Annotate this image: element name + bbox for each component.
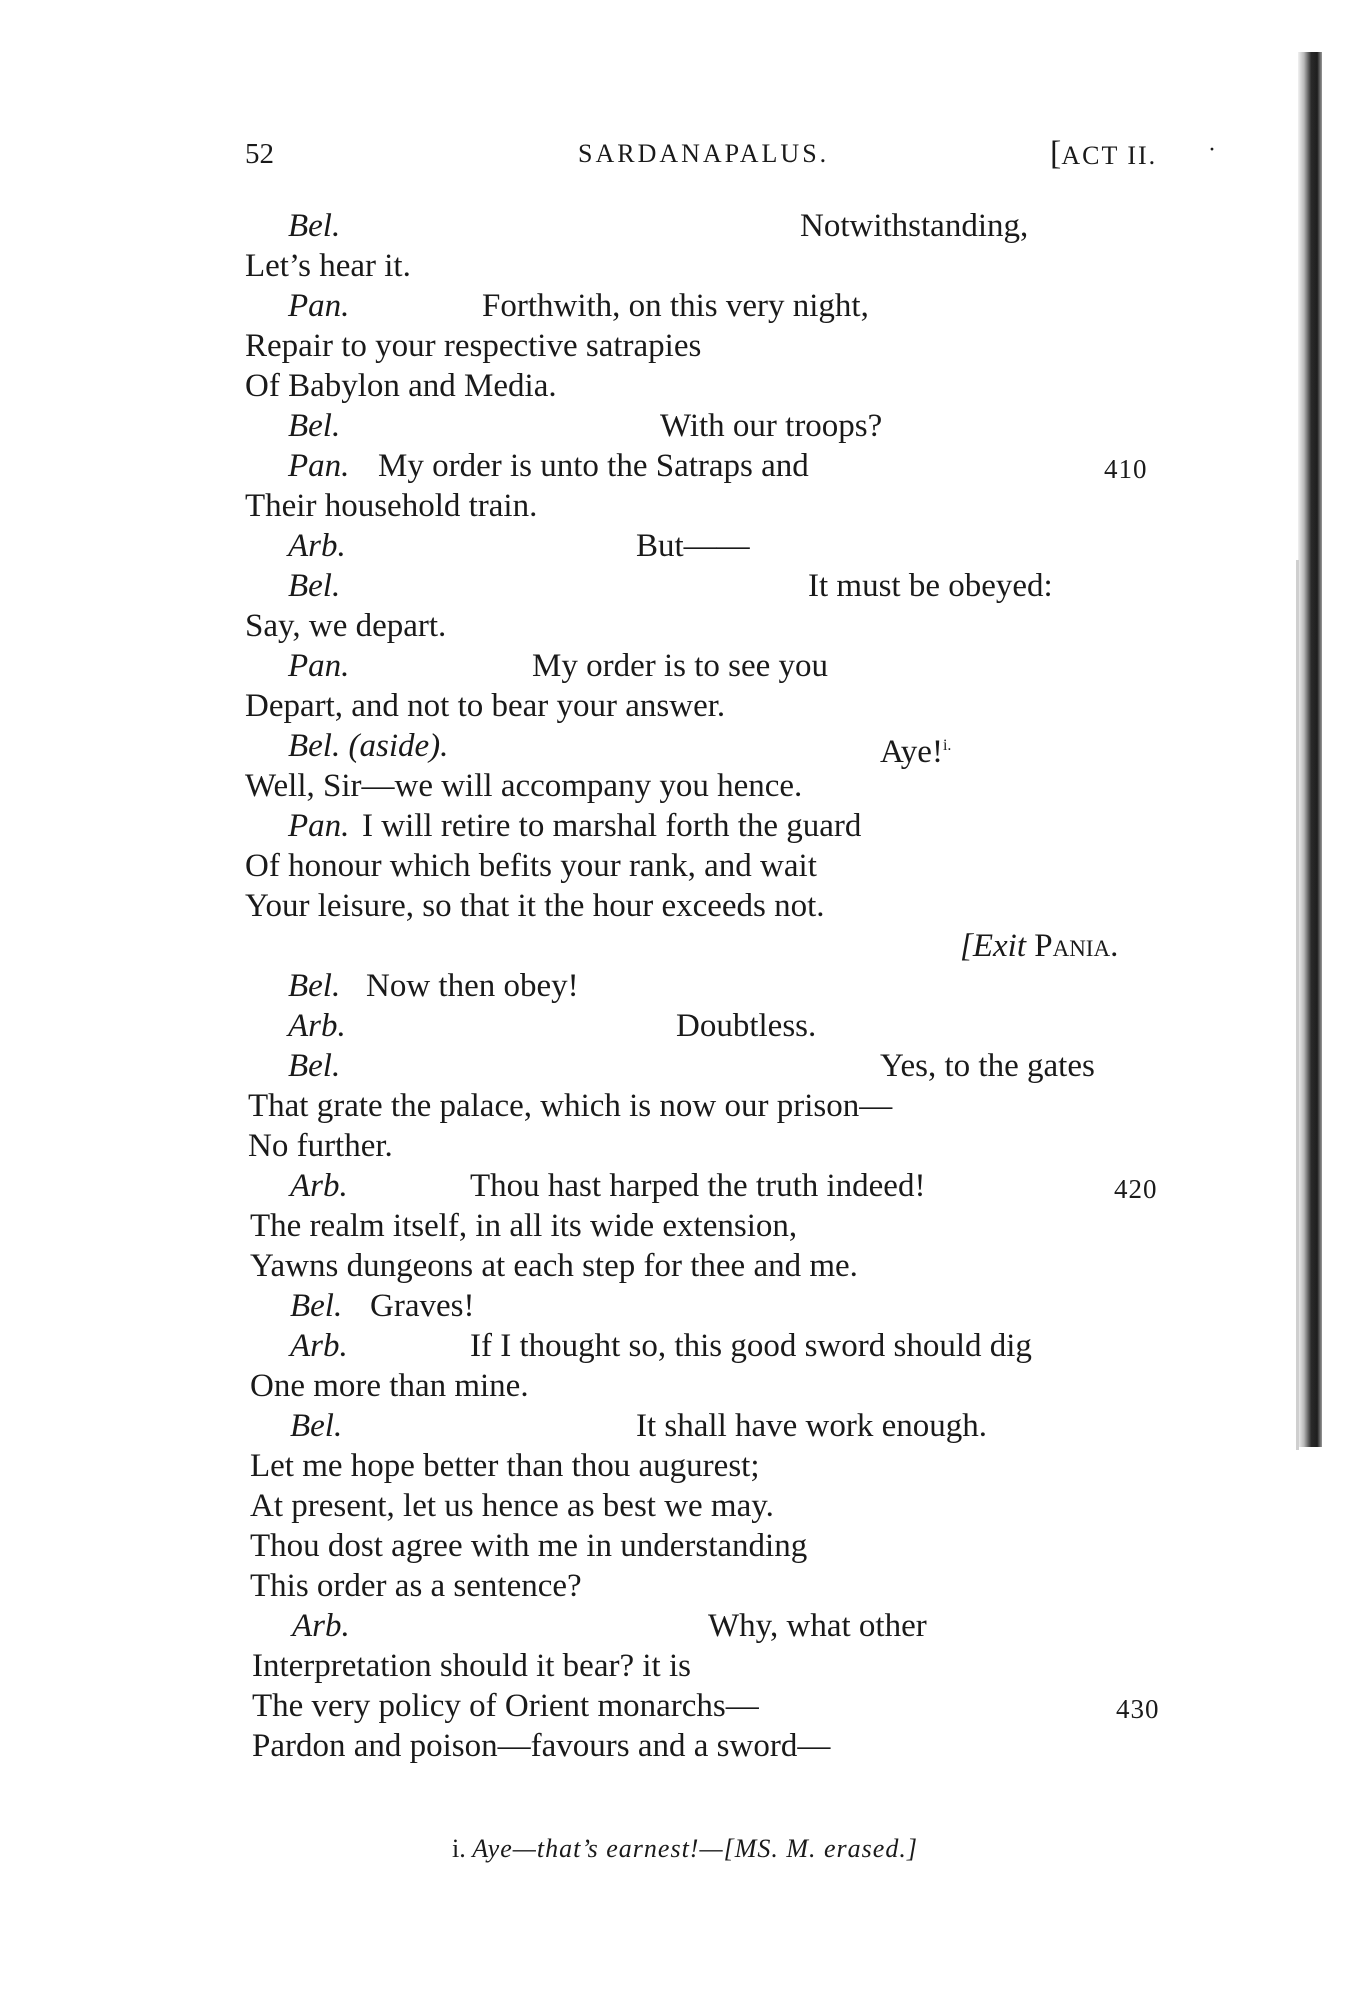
act-heading: [ACT II. [1050, 135, 1158, 172]
verse-text: My order is unto the Satraps and [378, 448, 809, 484]
verse-text: Graves! [370, 1288, 475, 1324]
verse-text: My order is to see you [532, 648, 829, 684]
page-number: 52 [245, 138, 274, 170]
page-edge-shadow [1298, 52, 1322, 1447]
verse-text: That grate the palace, which is now our prison— [248, 1088, 893, 1124]
stage-direction-exit: [Exit Pania. [960, 928, 1119, 964]
speaker-label: Pan. [288, 808, 350, 844]
verse-text: It must be obeyed: [808, 568, 1053, 604]
verse-text: Yes, to the gates [880, 1048, 1095, 1084]
character-name: Pania. [1034, 928, 1119, 964]
line-number: 410 [1104, 454, 1148, 484]
speaker-label: Bel. (aside). [288, 728, 449, 764]
footnote-text: Aye—that’s earnest!— [472, 1834, 724, 1863]
verse-text: Thou dost agree with me in understanding [250, 1528, 808, 1564]
verse-text: This order as a sentence? [250, 1568, 582, 1604]
line-number: 420 [1114, 1174, 1158, 1204]
line-number: 430 [1116, 1694, 1160, 1724]
verse-text: Notwithstanding, [800, 208, 1029, 244]
speaker-label: Pan. [288, 448, 350, 484]
speaker-label: Pan. [288, 648, 350, 684]
page-edge-line [1296, 560, 1299, 1450]
verse-text: Now then obey! [366, 968, 579, 1004]
verse-text: But—— [636, 528, 750, 564]
speaker-label: Arb. [288, 1008, 346, 1044]
speaker-label: Arb. [290, 1168, 348, 1204]
speaker-label: Bel. [288, 408, 341, 444]
verse-text: Thou hast harped the truth indeed! [470, 1168, 926, 1204]
verse-text: Of honour which befits your rank, and wait [245, 848, 817, 884]
verse-text: Yawns dungeons at each step for thee and me. [250, 1248, 858, 1284]
verse-text: Let me hope better than thou augurest; [250, 1448, 760, 1484]
speaker-label: Arb. [290, 1328, 348, 1364]
verse-text: At present, let us hence as best we may. [250, 1488, 774, 1524]
footnote [452, 1832, 918, 1866]
footnote-ref: i. [942, 737, 952, 754]
speaker-label: Pan. [288, 288, 350, 324]
verse-text: Your leisure, so that it the hour exceeds not. [245, 888, 825, 924]
verse-text: No further. [248, 1128, 393, 1164]
speaker-label: Bel. [288, 208, 341, 244]
verse-text: Of Babylon and Media. [245, 368, 557, 404]
verse-text: Forthwith, on this very night, [482, 288, 869, 324]
speaker-label: Arb. [288, 528, 346, 564]
speaker-label: Bel. [290, 1408, 343, 1444]
verse-text: The realm itself, in all its wide extension, [250, 1208, 798, 1244]
verse-text: Their household train. [245, 488, 538, 524]
speaker-label: Bel. [290, 1288, 343, 1324]
verse-text: Let’s hear it. [245, 248, 411, 284]
verse-text: Doubtless. [676, 1008, 817, 1044]
speaker-label: Bel. [288, 1048, 341, 1084]
act-label: ACT II. [1061, 141, 1158, 170]
verse-text: Depart, and not to bear your answer. [245, 688, 726, 724]
footnote-source: [MS. M. erased.] [723, 1834, 918, 1863]
verse-text: Aye!$^{i.}$ [880, 734, 952, 770]
stage-direction: (aside). [348, 728, 449, 764]
verse-text: I will retire to marshal forth the guard [362, 808, 862, 844]
footnote-marker: i. [452, 1834, 466, 1863]
speaker-label: Bel. [288, 968, 341, 1004]
verse-text: The very policy of Orient monarchs— [252, 1688, 759, 1724]
verse-text: Say, we depart. [245, 608, 447, 644]
verse-text: One more than mine. [250, 1368, 529, 1404]
speaker-label: Bel. [288, 568, 341, 604]
verse-text: Repair to your respective satrapies [245, 328, 702, 364]
verse-text: With our troops? [660, 408, 883, 444]
verse-text: It shall have work enough. [636, 1408, 987, 1444]
speaker-label: Arb. [292, 1608, 350, 1644]
verse-text: Interpretation should it bear? it is [252, 1648, 691, 1684]
verse-text: Why, what other [708, 1608, 927, 1644]
verse-text: Well, Sir—we will accompany you hence. [245, 768, 803, 804]
verse-text: Pardon and poison—favours and a sword— [252, 1728, 831, 1764]
verse-text: If I thought so, this good sword should dig [470, 1328, 1032, 1364]
running-title: SARDANAPALUS. [578, 139, 830, 168]
header-dot: · [1208, 137, 1216, 163]
